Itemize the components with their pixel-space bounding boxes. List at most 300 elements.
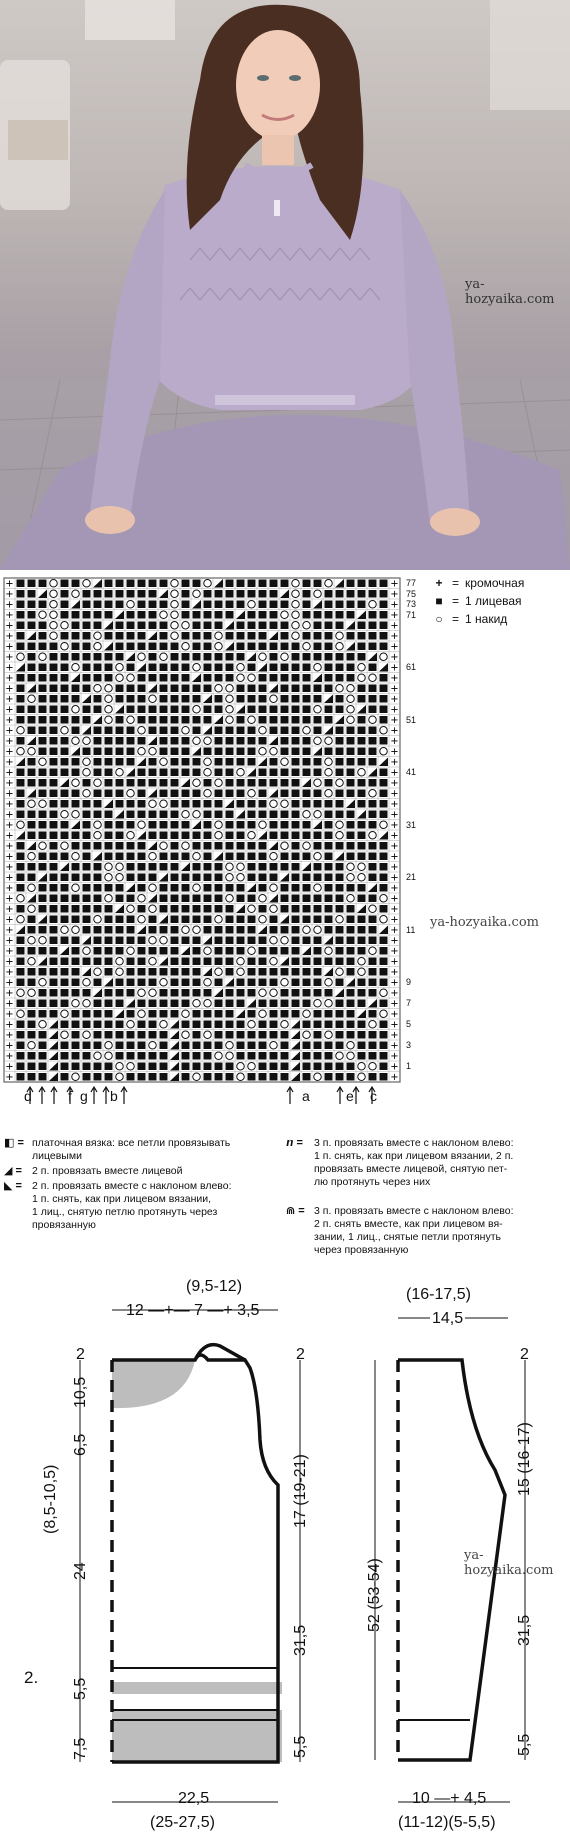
knit-stitch xyxy=(215,979,223,987)
knit-stitch xyxy=(259,947,267,955)
knit-stitch xyxy=(248,1042,256,1050)
knit-stitch xyxy=(314,1042,322,1050)
knit-stitch xyxy=(17,790,25,798)
watermark-chart: ya-hozyaika.com xyxy=(430,915,539,930)
knit-stitch xyxy=(61,674,69,682)
knit-stitch xyxy=(171,905,179,913)
knit-stitch xyxy=(171,695,179,703)
knit-stitch xyxy=(314,1031,322,1039)
knit-stitch xyxy=(369,580,377,588)
knit-stitch xyxy=(94,590,102,598)
edge-stitch: + xyxy=(5,610,14,621)
knit-stitch xyxy=(138,905,146,913)
knit-stitch xyxy=(149,979,157,987)
edge-stitch: + xyxy=(5,757,14,768)
knit-stitch xyxy=(347,1031,355,1039)
knit-stitch xyxy=(259,685,267,693)
knit-stitch xyxy=(17,632,25,640)
knit-stitch xyxy=(116,653,124,661)
knit-stitch xyxy=(17,601,25,609)
knit-stitch xyxy=(380,674,388,682)
knit-stitch xyxy=(105,611,113,619)
edge-stitch: + xyxy=(390,683,399,695)
knit-stitch xyxy=(270,716,278,724)
knit-stitch xyxy=(281,779,289,787)
knit-stitch xyxy=(325,685,333,693)
knit-stitch xyxy=(292,884,300,892)
knit-stitch xyxy=(171,1010,179,1018)
knit-stitch xyxy=(303,874,311,882)
knit-stitch xyxy=(314,989,322,997)
knit-stitch xyxy=(61,979,69,987)
knit-stitch xyxy=(314,643,322,651)
knit-stitch xyxy=(215,706,223,714)
knit-stitch xyxy=(336,611,344,619)
knit-stitch xyxy=(39,1031,47,1039)
knit-stitch xyxy=(325,622,333,630)
knit-stitch xyxy=(226,653,234,661)
knit-stitch xyxy=(292,643,300,651)
knit-stitch xyxy=(270,601,278,609)
knit-stitch xyxy=(17,958,25,966)
knit-stitch xyxy=(149,769,157,777)
knit-stitch xyxy=(116,947,124,955)
legend-text: кромочная xyxy=(465,576,525,590)
knit-stitch xyxy=(160,863,168,871)
knit-stitch xyxy=(193,1031,201,1039)
knit-stitch xyxy=(358,947,366,955)
knit-stitch xyxy=(369,895,377,903)
knit-stitch xyxy=(127,643,135,651)
knit-stitch xyxy=(105,1021,113,1029)
knit-stitch xyxy=(237,989,245,997)
knit-stitch xyxy=(248,968,256,976)
edge-stitch: + xyxy=(5,631,14,642)
knit-stitch xyxy=(358,727,366,735)
knit-stitch xyxy=(369,937,377,945)
knit-stitch xyxy=(336,674,344,682)
edge-stitch: + xyxy=(390,620,399,632)
knit-stitch xyxy=(303,1073,311,1081)
edge-stitch: + xyxy=(390,851,399,863)
knit-stitch xyxy=(325,1063,333,1071)
knit-stitch xyxy=(303,653,311,661)
knit-stitch xyxy=(138,1073,146,1081)
knit-stitch xyxy=(325,1021,333,1029)
knit-stitch xyxy=(149,863,157,871)
knit-stitch xyxy=(28,1052,36,1060)
knit-stitch xyxy=(314,832,322,840)
knit-stitch xyxy=(127,874,135,882)
knit-stitch xyxy=(149,674,157,682)
knit-stitch xyxy=(226,884,234,892)
knit-stitch xyxy=(17,716,25,724)
knit-stitch xyxy=(160,895,168,903)
knit-stitch xyxy=(94,706,102,714)
knit-stitch xyxy=(215,674,223,682)
knit-stitch xyxy=(270,832,278,840)
knit-stitch xyxy=(259,737,267,745)
knit-stitch xyxy=(94,863,102,871)
marker-letter: f xyxy=(68,1088,72,1104)
knit-stitch xyxy=(28,716,36,724)
knit-stitch xyxy=(248,664,256,672)
knit-stitch xyxy=(204,958,212,966)
knit-stitch xyxy=(248,737,256,745)
knit-stitch xyxy=(303,937,311,945)
knit-stitch xyxy=(347,1073,355,1081)
knit-stitch xyxy=(259,958,267,966)
knit-stitch xyxy=(28,1021,36,1029)
knit-stitch xyxy=(215,727,223,735)
knit-stitch xyxy=(380,737,388,745)
knit-stitch xyxy=(336,727,344,735)
knit-stitch xyxy=(72,937,80,945)
knit-stitch xyxy=(94,664,102,672)
knit-stitch xyxy=(303,716,311,724)
knit-stitch xyxy=(39,632,47,640)
knit-stitch xyxy=(116,779,124,787)
knit-stitch xyxy=(127,1010,135,1018)
knit-stitch xyxy=(259,937,267,945)
knit-stitch xyxy=(17,1052,25,1060)
knit-stitch xyxy=(259,1031,267,1039)
knit-stitch xyxy=(116,685,124,693)
knit-stitch xyxy=(226,853,234,861)
edge-stitch: + xyxy=(390,925,399,936)
knit-stitch xyxy=(94,611,102,619)
knit-stitch xyxy=(369,821,377,829)
knit-stitch xyxy=(182,989,190,997)
knit-stitch xyxy=(358,821,366,829)
knit-stitch xyxy=(83,664,91,672)
knit-stitch xyxy=(281,716,289,724)
edge-stitch: + xyxy=(5,872,14,884)
knit-stitch xyxy=(83,874,91,882)
knit-stitch xyxy=(237,884,245,892)
knit-stitch xyxy=(105,664,113,672)
knit-stitch xyxy=(50,958,58,966)
knit-stitch xyxy=(138,590,146,598)
knit-stitch xyxy=(369,611,377,619)
knit-stitch xyxy=(171,664,179,672)
edge-stitch: + xyxy=(5,1051,14,1062)
knit-stitch xyxy=(28,947,36,955)
knit-stitch xyxy=(127,611,135,619)
knit-stitch xyxy=(39,727,47,735)
knit-stitch xyxy=(116,800,124,808)
knit-stitch xyxy=(358,842,366,850)
knit-stitch xyxy=(160,905,168,913)
knit-stitch xyxy=(303,737,311,745)
knit-stitch xyxy=(215,1042,223,1050)
knit-stitch xyxy=(347,674,355,682)
knit-stitch xyxy=(83,601,91,609)
knit-stitch xyxy=(138,958,146,966)
knit-stitch xyxy=(325,674,333,682)
knit-stitch xyxy=(270,1063,278,1071)
knit-stitch xyxy=(314,769,322,777)
knit-stitch xyxy=(39,895,47,903)
edge-stitch: + xyxy=(390,862,399,873)
row-number: 75 xyxy=(406,588,417,599)
knit-stitch xyxy=(248,821,256,829)
knit-stitch xyxy=(39,716,47,724)
knit-stitch xyxy=(50,853,58,861)
knit-stitch xyxy=(325,643,333,651)
knit-stitch xyxy=(270,1073,278,1081)
knit-stitch xyxy=(116,916,124,924)
knit-stitch xyxy=(72,979,80,987)
knit-stitch xyxy=(336,905,344,913)
knit-stitch xyxy=(259,779,267,787)
knit-stitch xyxy=(182,1052,190,1060)
knit-stitch xyxy=(28,874,36,882)
knit-stitch xyxy=(259,716,267,724)
sleeve-top-width: 14,5 xyxy=(432,1310,464,1327)
knit-stitch xyxy=(314,1063,322,1071)
knit-stitch xyxy=(369,1010,377,1018)
knit-stitch xyxy=(72,580,80,588)
knit-stitch xyxy=(281,748,289,756)
knit-stitch xyxy=(72,989,80,997)
knit-stitch xyxy=(358,748,366,756)
knit-stitch xyxy=(182,758,190,766)
knit-stitch xyxy=(248,811,256,819)
knit-stitch xyxy=(72,622,80,630)
edge-stitch: + xyxy=(5,935,14,947)
knit-stitch xyxy=(61,1073,69,1081)
edge-stitch: + xyxy=(5,893,14,905)
knit-stitch xyxy=(380,853,388,861)
knit-stitch xyxy=(204,716,212,724)
knit-stitch xyxy=(215,590,223,598)
knit-stitch xyxy=(61,611,69,619)
knit-stitch xyxy=(72,1052,80,1060)
knit-stitch xyxy=(50,653,58,661)
knit-stitch xyxy=(182,821,190,829)
knit-stitch xyxy=(61,790,69,798)
edge-stitch: + xyxy=(5,589,14,600)
knit-stitch xyxy=(314,1052,322,1060)
knit-stitch xyxy=(127,800,135,808)
knit-stitch xyxy=(347,832,355,840)
knit-stitch xyxy=(94,937,102,945)
knit-stitch xyxy=(303,979,311,987)
knit-stitch xyxy=(105,1073,113,1081)
knit-stitch xyxy=(325,905,333,913)
knit-stitch xyxy=(248,622,256,630)
knit-stitch xyxy=(171,874,179,882)
knit-stitch xyxy=(171,737,179,745)
knit-stitch xyxy=(17,884,25,892)
knit-stitch xyxy=(50,916,58,924)
knit-stitch xyxy=(171,716,179,724)
knit-stitch xyxy=(248,853,256,861)
knit-stitch xyxy=(94,674,102,682)
knit-stitch xyxy=(171,958,179,966)
edge-stitch: + xyxy=(390,977,399,989)
knit-stitch xyxy=(61,737,69,745)
knit-stitch xyxy=(193,727,201,735)
knit-stitch xyxy=(138,811,146,819)
knit-stitch xyxy=(116,622,124,630)
knit-stitch xyxy=(171,989,179,997)
knit-stitch xyxy=(237,622,245,630)
knit-stitch xyxy=(83,895,91,903)
knit-stitch xyxy=(314,790,322,798)
knit-stitch xyxy=(281,926,289,934)
knit-stitch xyxy=(347,821,355,829)
knit-stitch xyxy=(204,874,212,882)
knit-stitch xyxy=(116,979,124,987)
knit-stitch xyxy=(105,674,113,682)
knit-stitch xyxy=(83,884,91,892)
edge-stitch: + xyxy=(390,1030,399,1041)
edge-stitch: + xyxy=(390,1061,399,1073)
knit-stitch xyxy=(17,800,25,808)
knit-stitch xyxy=(39,748,47,756)
knit-stitch xyxy=(380,1021,388,1029)
knit-stitch xyxy=(116,926,124,934)
knit-stitch xyxy=(292,832,300,840)
knit-stitch xyxy=(127,580,135,588)
knit-stitch xyxy=(160,947,168,955)
edge-stitch: + xyxy=(390,757,399,768)
knit-stitch xyxy=(160,884,168,892)
knit-stitch xyxy=(39,1073,47,1081)
knit-stitch xyxy=(204,821,212,829)
knit-stitch xyxy=(380,622,388,630)
knit-stitch xyxy=(369,590,377,598)
marker-letter: g xyxy=(80,1088,88,1104)
marker-letter: b xyxy=(110,1088,118,1104)
knit-stitch xyxy=(204,685,212,693)
knit-stitch xyxy=(28,1000,36,1008)
knit-stitch xyxy=(204,989,212,997)
knit-stitch xyxy=(215,664,223,672)
knit-stitch xyxy=(347,580,355,588)
knit-stitch xyxy=(248,926,256,934)
knit-stitch xyxy=(149,727,157,735)
knit-stitch xyxy=(325,601,333,609)
edge-stitch: + xyxy=(390,778,399,789)
knit-stitch xyxy=(72,758,80,766)
knit-stitch xyxy=(259,884,267,892)
knit-stitch xyxy=(72,874,80,882)
knit-stitch xyxy=(105,968,113,976)
knit-stitch xyxy=(380,884,388,892)
knit-stitch xyxy=(369,737,377,745)
knit-stitch xyxy=(105,601,113,609)
knit-stitch xyxy=(182,685,190,693)
knit-stitch xyxy=(204,842,212,850)
knit-stitch xyxy=(182,979,190,987)
knit-stitch xyxy=(314,916,322,924)
knit-stitch xyxy=(292,653,300,661)
knit-stitch xyxy=(83,842,91,850)
row-number: 41 xyxy=(406,767,417,777)
knit-stitch xyxy=(39,926,47,934)
knit-stitch xyxy=(50,842,58,850)
knit-stitch xyxy=(347,601,355,609)
knit-stitch xyxy=(314,1021,322,1029)
body-top-paren: (9,5-12) xyxy=(186,1278,243,1295)
knit-stitch xyxy=(39,695,47,703)
knit-stitch xyxy=(292,874,300,882)
knit-stitch xyxy=(17,905,25,913)
knit-stitch xyxy=(83,706,91,714)
knit-stitch xyxy=(325,653,333,661)
knit-stitch xyxy=(248,874,256,882)
knit-stitch xyxy=(105,727,113,735)
knit-stitch xyxy=(138,1021,146,1029)
knit-stitch xyxy=(336,1063,344,1071)
knit-stitch xyxy=(204,1073,212,1081)
knit-stitch xyxy=(127,706,135,714)
knit-stitch xyxy=(204,853,212,861)
knit-stitch xyxy=(50,821,58,829)
edge-stitch: + xyxy=(390,820,399,831)
knit-stitch xyxy=(303,853,311,861)
knit-stitch xyxy=(138,580,146,588)
knit-stitch xyxy=(17,706,25,714)
knit-stitch xyxy=(248,727,256,735)
edge-stitch: + xyxy=(5,820,14,831)
knit-stitch xyxy=(171,947,179,955)
knit-stitch xyxy=(303,989,311,997)
knit-stitch xyxy=(358,685,366,693)
edge-stitch: + xyxy=(5,799,14,810)
legend-ssk xyxy=(4,1180,232,1232)
knit-stitch xyxy=(226,601,234,609)
knit-stitch xyxy=(61,580,69,588)
knit-stitch xyxy=(193,800,201,808)
half-square-icon: ◧ = xyxy=(4,1137,24,1149)
knit-stitch xyxy=(171,653,179,661)
row-number: 5 xyxy=(406,1019,412,1029)
edge-stitch: + xyxy=(5,862,14,873)
knit-stitch xyxy=(380,979,388,987)
knit-stitch xyxy=(325,989,333,997)
knit-stitch xyxy=(160,622,168,630)
knit-stitch xyxy=(380,611,388,619)
knit-stitch xyxy=(259,1073,267,1081)
knit-stitch xyxy=(50,1010,58,1018)
knit-stitch xyxy=(105,821,113,829)
knit-stitch xyxy=(39,1052,47,1060)
knit-stitch xyxy=(116,727,124,735)
knit-stitch xyxy=(369,863,377,871)
knit-stitch xyxy=(226,790,234,798)
knit-stitch xyxy=(72,790,80,798)
knit-stitch xyxy=(270,1010,278,1018)
knit-stitch xyxy=(303,790,311,798)
knit-stitch xyxy=(50,664,58,672)
knit-stitch xyxy=(50,706,58,714)
knit-stitch xyxy=(127,685,135,693)
knit-stitch xyxy=(380,1073,388,1081)
knit-stitch xyxy=(270,611,278,619)
knit-stitch xyxy=(50,1000,58,1008)
marker-letter: c xyxy=(370,1088,377,1104)
knit-stitch xyxy=(193,758,201,766)
knit-stitch xyxy=(259,790,267,798)
body-right-5-5: 5,5 xyxy=(292,1735,309,1758)
knit-stitch xyxy=(226,811,234,819)
row-number: 31 xyxy=(406,819,417,830)
knit-stitch xyxy=(325,611,333,619)
